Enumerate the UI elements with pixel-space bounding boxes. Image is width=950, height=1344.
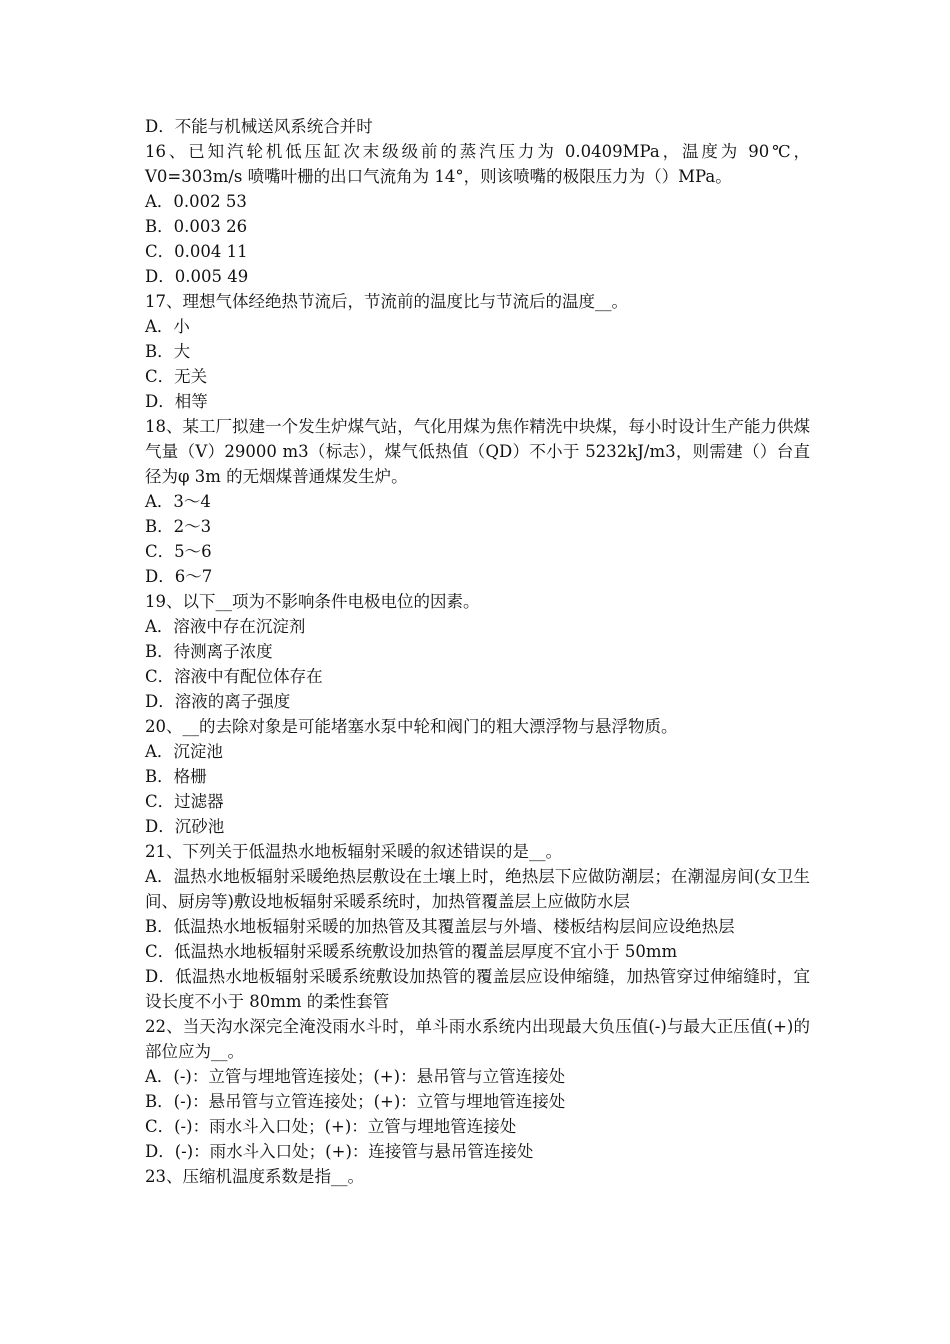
option-a-q20: A．沉淀池	[145, 742, 223, 761]
option-d-q21: D．低温热水地板辐射采暖系统敷设加热管的覆盖层应设伸缩缝，加热管穿过伸缩缝时，宜设长度不小于 80mm 的柔性套管	[145, 967, 810, 1011]
option-c-q21: C．低温热水地板辐射采暖系统敷设加热管的覆盖层厚度不宜小于 50mm	[145, 942, 678, 961]
question-22: 22、当天沟水深完全淹没雨水斗时，单斗雨水系统内出现最大负压值(-)与最大正压值(+)的部位应为__。	[145, 1017, 810, 1061]
option-c-q20: C．过滤器	[145, 792, 224, 811]
option-c-q22: C．(-)：雨水斗入口处；(+)：立管与埋地管连接处	[145, 1117, 517, 1136]
option-d-q17: D．相等	[145, 392, 208, 411]
document-page	[145, 114, 810, 1189]
option-c-q18: C．5～6	[145, 542, 212, 561]
question-20: 20、__的去除对象是可能堵塞水泵中轮和阀门的粗大漂浮物与悬浮物质。	[145, 717, 678, 736]
option-d-q16: D．0.005 49	[145, 267, 249, 286]
question-17: 17、理想气体经绝热节流后，节流前的温度比与节流后的温度__。	[145, 292, 628, 311]
option-b-q20: B．格栅	[145, 767, 207, 786]
option-d-q22: D．(-)：雨水斗入口处；(+)：连接管与悬吊管连接处	[145, 1142, 534, 1161]
question-23: 23、压缩机温度系数是指__。	[145, 1167, 364, 1186]
question-18: 18、某工厂拟建一个发生炉煤气站，气化用煤为焦作精洗中块煤，每小时设计生产能力供煤气量（V）29000 m3（标志），煤气低热值（QD）不小于 5232kJ/m3，则需建（）台直径为φ 3m 的无烟煤普通煤发生炉。	[145, 417, 810, 486]
option-d-q18: D．6～7	[145, 567, 213, 586]
question-16: 16、已知汽轮机低压缸次末级级前的蒸汽压力为 0.0409MPa，温度为 90℃，V0=303m/s 喷嘴叶栅的出口气流角为 14°，则该喷嘴的极限压力为（）MPa。	[145, 142, 810, 186]
option-d-q19: D．溶液的离子强度	[145, 692, 291, 711]
option-a-q21: A．温热水地板辐射采暖绝热层敷设在土壤上时，绝热层下应做防潮层；在潮湿房间(女卫生间、厨房等)敷设地板辐射采暖系统时，加热管覆盖层上应做防水层	[145, 867, 810, 911]
option-b-q16: B．0.003 26	[145, 217, 248, 236]
option-b-q18: B．2～3	[145, 517, 212, 536]
option-b-q17: B．大	[145, 342, 191, 361]
option-a-q22: A．(-)：立管与埋地管连接处；(+)：悬吊管与立管连接处	[145, 1067, 566, 1086]
option-a-q16: A．0.002 53	[145, 192, 247, 211]
question-19: 19、以下__项为不影响条件电极电位的因素。	[145, 592, 480, 611]
question-21: 21、下列关于低温热水地板辐射采暖的叙述错误的是__。	[145, 842, 562, 861]
option-b-q19: B．待测离子浓度	[145, 642, 273, 661]
option-c-q16: C．0.004 11	[145, 242, 248, 261]
option-c-q17: C．无关	[145, 367, 208, 386]
option-a-q18: A．3～4	[145, 492, 211, 511]
option-d-q15: D．不能与机械送风系统合并时	[145, 117, 373, 136]
option-d-q20: D．沉砂池	[145, 817, 225, 836]
option-b-q22: B．(-)：悬吊管与立管连接处；(+)：立管与埋地管连接处	[145, 1092, 566, 1111]
option-a-q17: A．小	[145, 317, 190, 336]
option-a-q19: A．溶液中存在沉淀剂	[145, 617, 306, 636]
option-c-q19: C．溶液中有配位体存在	[145, 667, 323, 686]
option-b-q21: B．低温热水地板辐射采暖的加热管及其覆盖层与外墙、楼板结构层间应设绝热层	[145, 917, 735, 936]
